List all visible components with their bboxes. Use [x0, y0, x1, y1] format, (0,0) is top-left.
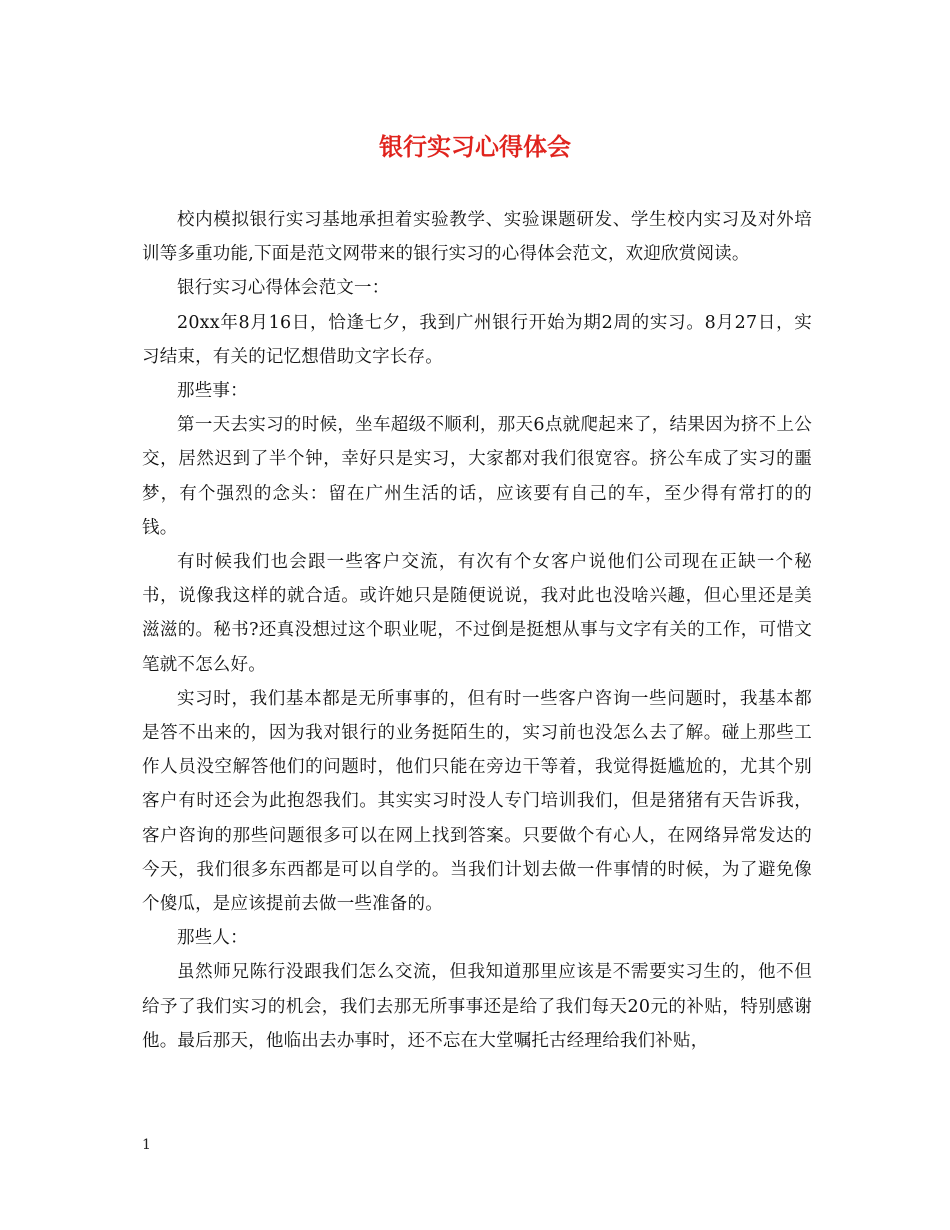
paragraph-internship: 实习时，我们基本都是无所事事的，但有时一些客户咨询一些问题时，我基本都是答不出来的，因为我对银行的业务挺陌生的，实习前也没怎么去了解。碰上那些工作人员没空解答他们的问题时，他们只能在旁边干等着，我觉得挺尴尬的，尤其个别客户有时还会为此抱怨我们。其实实习时没人专门培训我们，但是猪猪有天告诉我，客户咨询的那些问题很多可以在网上找到答案。只要做个有心人，在网络异常发达的今天，我们很多东西都是可以自学的。当我们计划去做一件事情的时候，为了避免像个傻瓜，是应该提前去做一些准备的。	[142, 688, 812, 915]
paragraph-section-people: 那些人：	[177, 928, 248, 949]
paragraph-customers: 有时候我们也会跟一些客户交流，有次有个女客户说他们公司现在正缺一个秘书，说像我这样的就合适。或许她只是随便说说，我对此也没啥兴趣，但心里还是美滋滋的。秘书?还真没想过这个职业呢，不过倒是挺想从事与文字有关的工作，可惜文笔就不怎么好。	[142, 552, 812, 675]
paragraph-sample-heading: 银行实习心得体会范文一：	[177, 278, 390, 299]
paragraph-section-events: 那些事：	[177, 381, 248, 402]
document-title: 银行实习心得体会	[379, 132, 571, 161]
paragraph-date: 20xx年8月16日，恰逢七夕，我到广州银行开始为期2周的实习。8月27日，实习结束，有关的记忆想借助文字长存。	[142, 312, 812, 367]
paragraph-intro: 校内模拟银行实习基地承担着实验教学、实验课题研发、学生校内实习及对外培训等多重功能,下面是范文网带来的银行实习的心得体会范文，欢迎欣赏阅读。	[142, 210, 812, 265]
page-number: 1	[142, 1137, 151, 1153]
document-body	[142, 203, 812, 1058]
paragraph-first-day: 第一天去实习的时候，坐车超级不顺利，那天6点就爬起来了，结果因为挤不上公交，居然迟到了半个钟，幸好只是实习，大家都对我们很宽容。挤公车成了实习的噩梦，有个强烈的念头：留在广州生活的话，应该要有自己的车，至少得有常打的的钱。	[142, 415, 812, 538]
paragraph-mentor: 虽然师兄陈行没跟我们怎么交流，但我知道那里应该是不需要实习生的，他不但给予了我们实习的机会，我们去那无所事事还是给了我们每天20元的补贴，特别感谢他。最后那天，他临出去办事时，还不忘在大堂嘱托古经理给我们补贴，	[142, 962, 812, 1051]
